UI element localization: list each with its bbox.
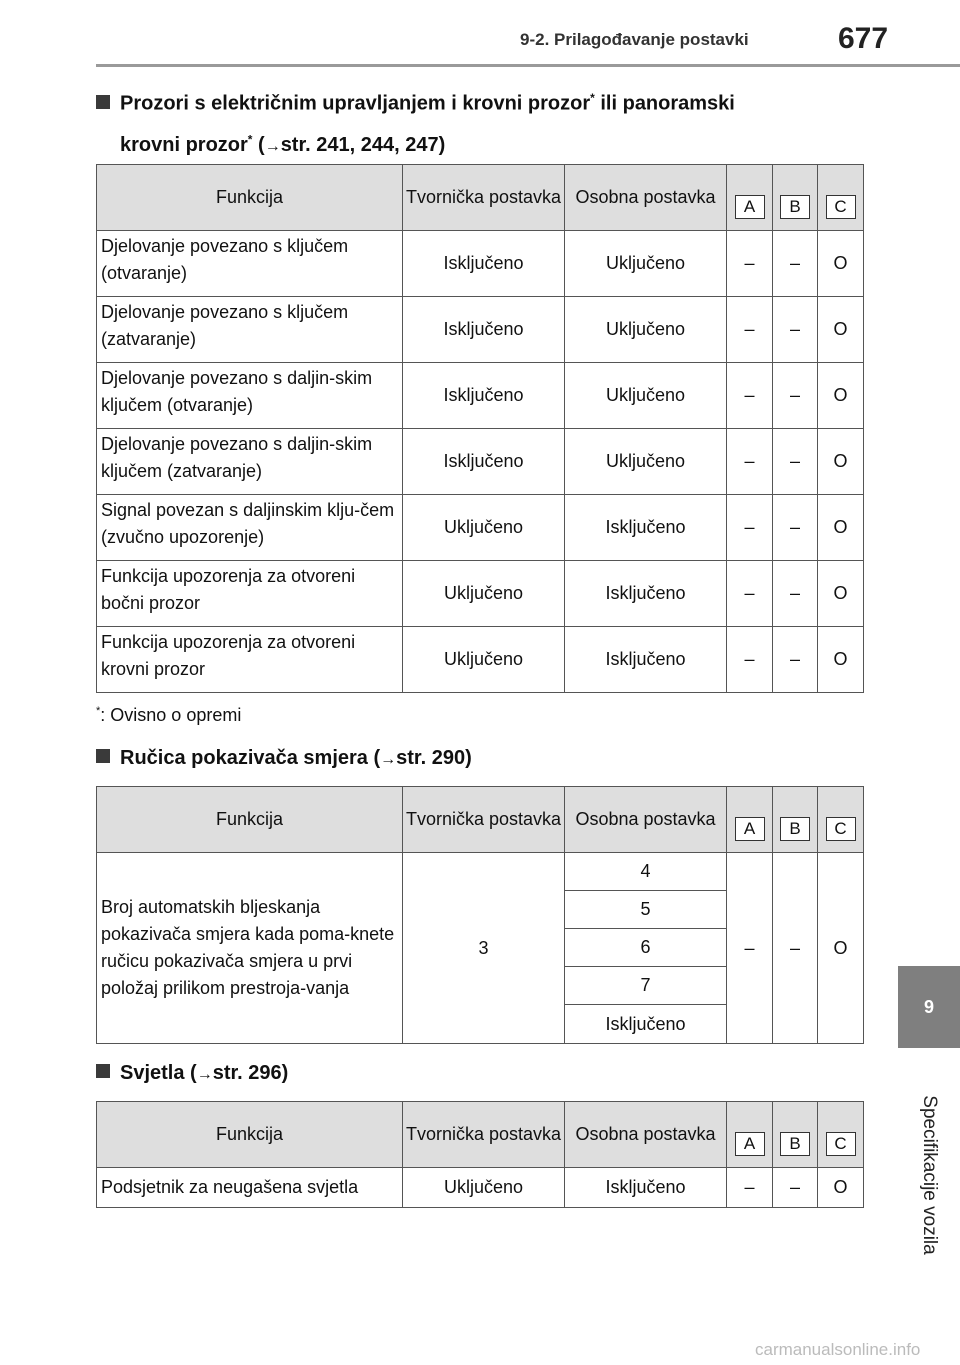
table-row: Broj automatskih bljeskanja pokazivača smjera kada poma-knete ručicu pokazivača smjera u prvi položaj prilikom prestroja-vanja 3 4 – – O xyxy=(97,853,864,891)
chapter-tab xyxy=(898,1050,960,1300)
header-divider xyxy=(96,64,960,67)
column-header-c: C xyxy=(818,787,864,853)
chapter-tab-label: Specifikacije vozila xyxy=(919,1095,940,1255)
column-header-factory: Tvornička postavka xyxy=(403,165,565,231)
table-row: Djelovanje povezano s daljin-skim ključem (otvaranje) Isključeno Uključeno – – O xyxy=(97,363,864,429)
section-title-windows: Prozori s električnim upravljanjem i krovni prozor* ili panoramski krovni prozor* (→str. 241, 244, 247) xyxy=(96,80,735,165)
table-header-row xyxy=(97,1102,864,1168)
footnote: *: Ovisno o opremi xyxy=(96,705,242,725)
column-header-function: Funkcija xyxy=(97,1102,403,1168)
table-row: Funkcija upozorenja za otvoreni bočni prozor Uključeno Isključeno – – O xyxy=(97,561,864,627)
settings-table-windows xyxy=(96,164,864,693)
square-bullet-icon xyxy=(96,95,110,109)
column-header-function: Funkcija xyxy=(97,787,403,853)
arrow-right-icon: → xyxy=(264,138,281,156)
table-header-row xyxy=(97,787,864,853)
column-header-factory: Tvornička postavka xyxy=(403,1102,565,1168)
column-header-custom: Osobna postavka xyxy=(565,165,727,231)
table-row: Djelovanje povezano s ključem (otvaranje) Isključeno Uključeno – – O xyxy=(97,231,864,297)
column-header-b: B xyxy=(773,787,818,853)
table-row: Djelovanje povezano s daljin-skim ključem (zatvaranje) Isključeno Uključeno – – O xyxy=(97,429,864,495)
option-value: 7 xyxy=(565,967,727,1005)
table-row: Funkcija upozorenja za otvoreni krovni prozor Uključeno Isključeno – – O xyxy=(97,627,864,693)
watermark: carmanualsonline.info xyxy=(755,1340,921,1359)
column-header-b: B xyxy=(773,165,818,231)
column-header-a: A xyxy=(727,1102,773,1168)
running-header-title: 9-2. Prilagođavanje postavki xyxy=(520,30,749,49)
column-header-custom: Osobna postavka xyxy=(565,787,727,853)
table-row: Signal povezan s daljinskim klju-čem (zvučno upozorenje) Uključeno Isključeno – – O xyxy=(97,495,864,561)
table-header-row xyxy=(97,165,864,231)
column-header-custom: Osobna postavka xyxy=(565,1102,727,1168)
arrow-right-icon: → xyxy=(196,1066,213,1083)
chapter-tab-number: 9 xyxy=(898,966,960,1048)
asterisk-mark: * xyxy=(590,91,595,105)
section-title-lights: Svjetla (→str. 296) xyxy=(96,1055,288,1093)
table-row: Podsjetnik za neugašena svjetla Uključeno Isključeno – – O xyxy=(97,1168,864,1208)
option-value: 5 xyxy=(565,891,727,929)
settings-table-turn-signal xyxy=(96,786,864,1044)
option-value: 6 xyxy=(565,929,727,967)
arrow-right-icon: → xyxy=(380,751,397,768)
page-number: 677 xyxy=(838,22,889,55)
column-header-a: A xyxy=(727,787,773,853)
column-header-c: C xyxy=(818,1102,864,1168)
column-header-c: C xyxy=(818,165,864,231)
settings-table-lights xyxy=(96,1101,864,1208)
option-value: 4 xyxy=(565,853,727,891)
column-header-function: Funkcija xyxy=(97,165,403,231)
column-header-a: A xyxy=(727,165,773,231)
square-bullet-icon xyxy=(96,749,110,763)
square-bullet-icon xyxy=(96,1064,110,1078)
column-header-factory: Tvornička postavka xyxy=(403,787,565,853)
column-header-b: B xyxy=(773,1102,818,1168)
asterisk-mark: * xyxy=(247,132,253,147)
option-value: Isključeno xyxy=(565,1005,727,1044)
table-row: Djelovanje povezano s ključem (zatvaranje) Isključeno Uključeno – – O xyxy=(97,297,864,363)
section-title-turn-signal: Ručica pokazivača smjera (→str. 290) xyxy=(96,740,472,778)
